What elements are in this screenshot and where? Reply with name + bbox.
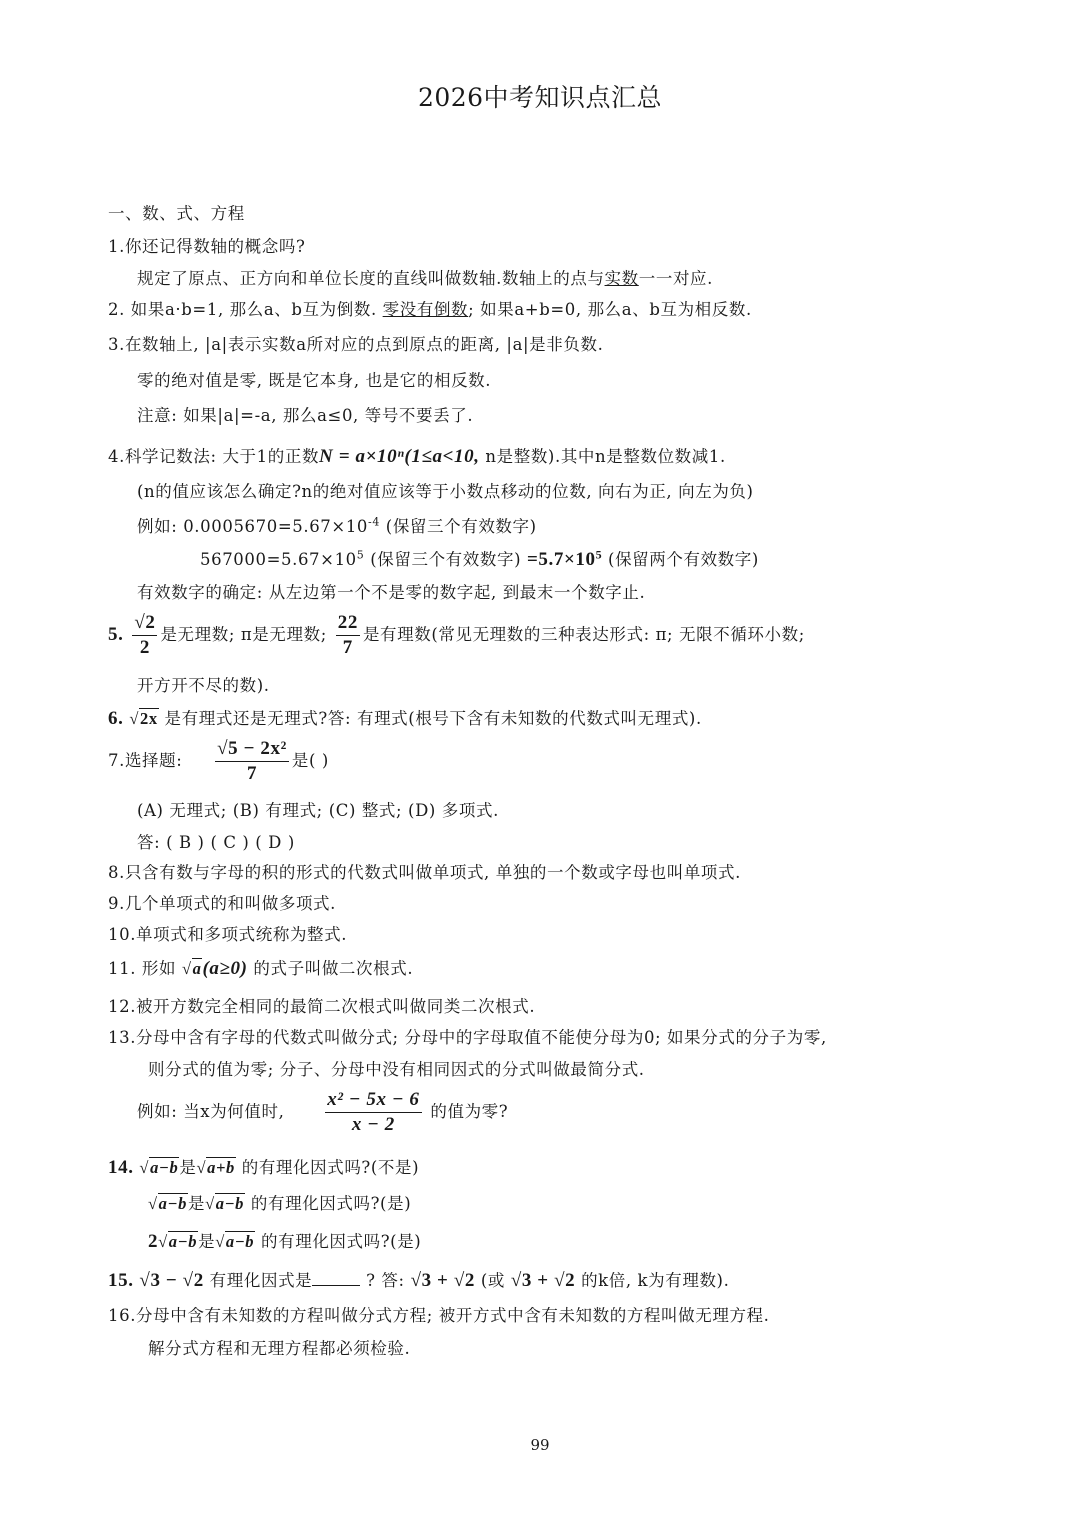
fraction: $\frac{\text{x² − 5x − 6}}{x - 2}$	[327, 1089, 420, 1135]
item-4-sigfig: 有效数字的确定: 从左边第一个不是零的数字起, 到最末一个数字止.	[137, 583, 646, 602]
item-4-example-1: 例如: $0.0005670=5.67\times 10^{-4}$ (保留三个有效数字)	[137, 515, 537, 536]
page-title: 2026中考知识点汇总	[417, 83, 663, 112]
item-10: 10.单项式和多项式统称为整式.	[108, 925, 348, 944]
item-14-a: 14. √a−b是√a+b 的有理化因式吗?(不是)	[108, 1157, 420, 1178]
item-11: 11. 形如 √a(a≥0) 的式子叫做二次根式.	[108, 958, 414, 979]
item-2: 2. 如果a·b=1, 那么a、b互为倒数. 零没有倒数; 如果a+b=0, 那么a、b互为相反数.	[108, 300, 752, 319]
underlined-term: 零没有倒数	[382, 300, 469, 319]
item-13-example: 例如: 当x为何值时, $\frac{\text{x² − 5x − 6}}{x - 2}$ 的值为零?	[137, 1089, 509, 1135]
item-15: 15. √3 − √2 有理化因式是 ? 答: √3 + √2 (或 √3 + √2 的k倍, k为有理数).	[108, 1270, 730, 1291]
sqrt-expression: √a−b	[148, 1194, 187, 1213]
item-5-cont: 开方开不尽的数).	[137, 676, 270, 695]
item-3-note-1: 零的绝对值是零, 既是它本身, 也是它的相反数.	[137, 371, 492, 390]
item-3-note-2: 注意: 如果|a|=-a, 那么a≤0, 等号不要丢了.	[137, 406, 474, 425]
formula: N = a×10ⁿ(1≤a<10,	[319, 446, 480, 467]
fraction: $\frac{\text{√5 − 2x²}}{7}$	[217, 738, 287, 784]
fraction: $\frac{√2}{2}$	[134, 612, 156, 658]
sqrt-expression: √a+b	[196, 1158, 235, 1177]
sqrt-expression: √a−b	[215, 1232, 255, 1251]
item-9: 9.几个单项式的和叫做多项式.	[108, 894, 336, 913]
item-1-question: 1.你还记得数轴的概念吗?	[108, 237, 306, 256]
item-13-cont: 则分式的值为零; 分子、分母中没有相同因式的分式叫做最简分式.	[148, 1060, 645, 1079]
underlined-term: 实数	[604, 269, 639, 288]
sqrt-expression: √a−b	[139, 1158, 179, 1177]
item-3: 3.在数轴上, |a|表示实数a所对应的点到原点的距离, |a|是非负数.	[108, 335, 604, 354]
fill-blank	[312, 1285, 360, 1286]
sqrt-expression: √a−b	[158, 1232, 198, 1251]
item-12: 12.被开方数完全相同的最简二次根式叫做同类二次根式.	[108, 997, 536, 1016]
page-number: 99	[530, 1436, 550, 1454]
item-14-c: 2√a−b是√a−b 的有理化因式吗?(是)	[148, 1231, 422, 1252]
sqrt-expression: √a	[181, 959, 202, 978]
item-7-options: (A) 无理式; (B) 有理式; (C) 整式; (D) 多项式.	[137, 801, 499, 820]
item-7: 7.选择题: $\frac{\text{√5 − 2x²}}{7}$ 是( )	[108, 738, 329, 784]
item-8: 8.只含有数与字母的积的形式的代数式叫做单项式, 单独的一个数或字母也叫单项式.	[108, 863, 741, 882]
item-1-answer: 规定了原点、正方向和单位长度的直线叫做数轴.数轴上的点与实数一一对应.	[137, 269, 713, 288]
item-16: 16.分母中含有未知数的方程叫做分式方程; 被开方式中含有未知数的方程叫做无理方程.	[108, 1306, 770, 1325]
item-13: 13.分母中含有字母的代数式叫做分式; 分母中的字母取值不能使分母为0; 如果分式的分子为零,	[108, 1028, 827, 1047]
item-14-b: √a−b是√a−b 的有理化因式吗?(是)	[148, 1194, 412, 1213]
item-16-cont: 解分式方程和无理方程都必须检验.	[148, 1339, 411, 1358]
item-4: 4.科学记数法: 大于1的正数N = a×10ⁿ(1≤a<10, n是整数).其中n是整数位数减1.	[108, 446, 726, 467]
fraction: $\frac{22}{7}$	[337, 612, 358, 658]
item-6: 6. √2x 是有理式还是无理式?答: 有理式(根号下含有未知数的代数式叫无理式).	[108, 708, 702, 729]
sqrt-expression: √a−b	[205, 1194, 245, 1213]
item-4-note: (n的值应该怎么确定?n的绝对值应该等于小数点移动的位数, 向右为正, 向左为负)	[137, 482, 754, 501]
section-heading: 一、数、式、方程	[108, 204, 245, 223]
sqrt-expression: √2x	[129, 709, 158, 728]
item-7-answer: 答: ( B ) ( C ) ( D )	[137, 833, 295, 852]
item-5: 5. $\frac{√2}{2}$ 是无理数; π是无理数; $\frac{22}{7}$ 是有理数(常见无理数的三种表达形式: π; 无限不循环小数;	[108, 612, 805, 658]
item-4-example-2: $567000=5.67\times 10^5$ (保留三个有效数字) $=5.7\times 10^5$ (保留两个有效数字)	[200, 547, 759, 570]
